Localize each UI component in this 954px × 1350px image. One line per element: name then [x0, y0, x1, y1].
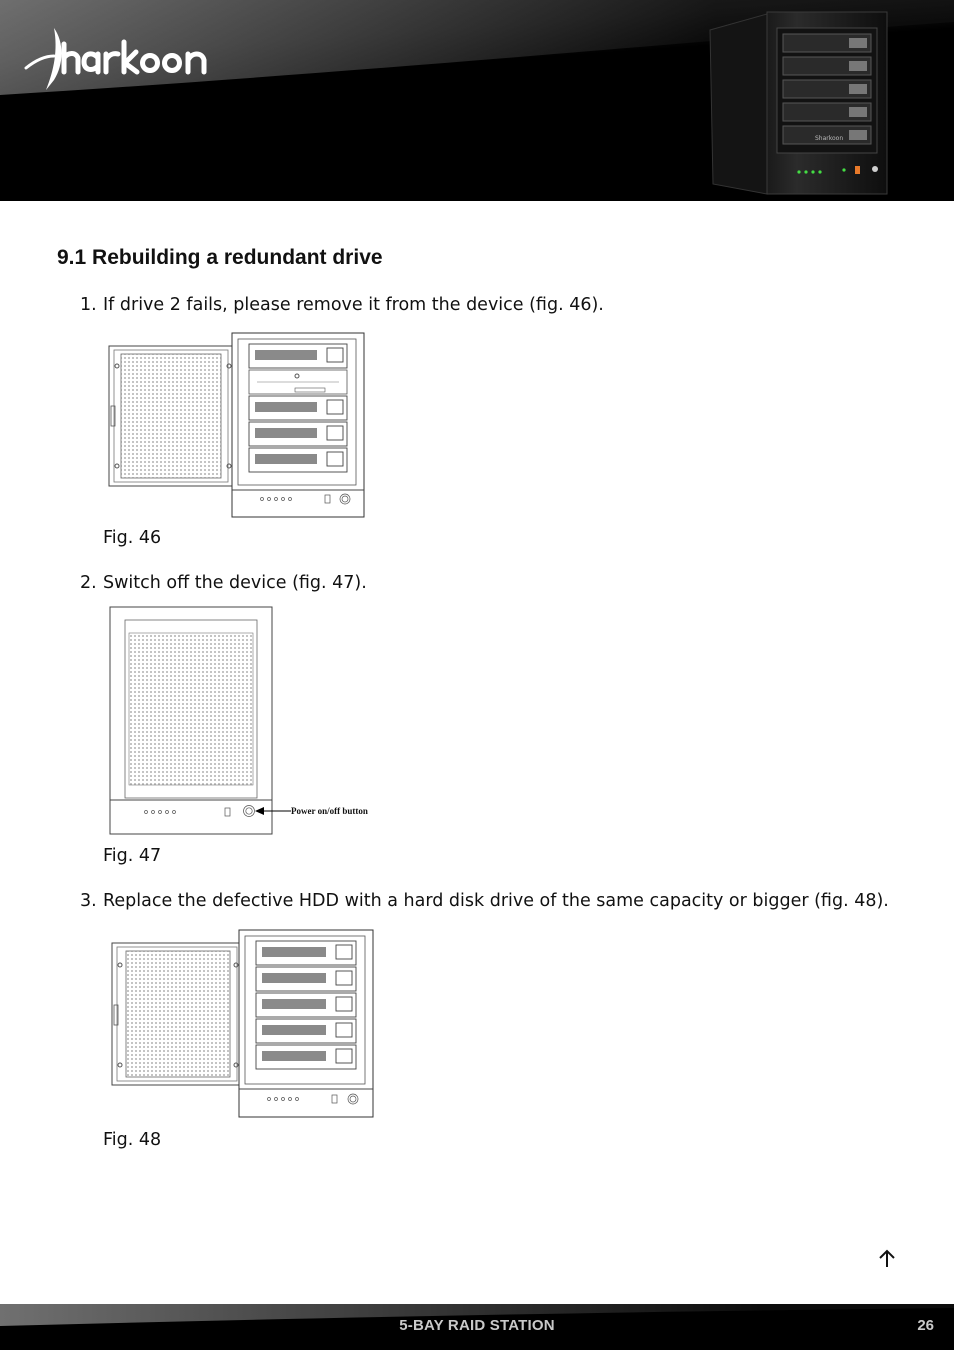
page-number: 26: [917, 1317, 934, 1334]
step-1: [80, 295, 604, 315]
figure-caption: Fig. 47: [103, 846, 162, 866]
footer-title: 5-BAY RAID STATION: [399, 1317, 555, 1334]
svg-text:Sharkoon: Sharkoon: [815, 135, 844, 142]
step-3: [80, 891, 889, 911]
figure-48-drive-replaced: [110, 929, 376, 1119]
page-footer: [0, 1304, 954, 1350]
step-number: 2.: [80, 573, 97, 593]
step-text: Switch off the device (fig. 47).: [103, 573, 367, 593]
step-text: Replace the defective HDD with a hard disk drive of the same capacity or bigger (fig. 48).: [103, 891, 889, 911]
figure-47-power-off: [109, 606, 273, 836]
power-button-callout: Power on/off button: [291, 806, 368, 816]
figure-46-drive-removed: [107, 332, 367, 520]
step-number: 3.: [80, 891, 97, 911]
step-number: 1.: [80, 295, 97, 315]
section-title: 9.1 Rebuilding a redundant drive: [57, 246, 383, 269]
page-header: [0, 0, 954, 201]
step-2: [80, 573, 367, 593]
figure-caption: Fig. 46: [103, 528, 162, 548]
figure-caption: Fig. 48: [103, 1130, 162, 1150]
callout-arrow: [255, 804, 295, 818]
step-text: If drive 2 fails, please remove it from the device (fig. 46).: [103, 295, 604, 315]
arrow-up-icon[interactable]: [876, 1248, 898, 1270]
sharkoon-logo: [24, 20, 224, 96]
product-photo: [705, 8, 895, 196]
